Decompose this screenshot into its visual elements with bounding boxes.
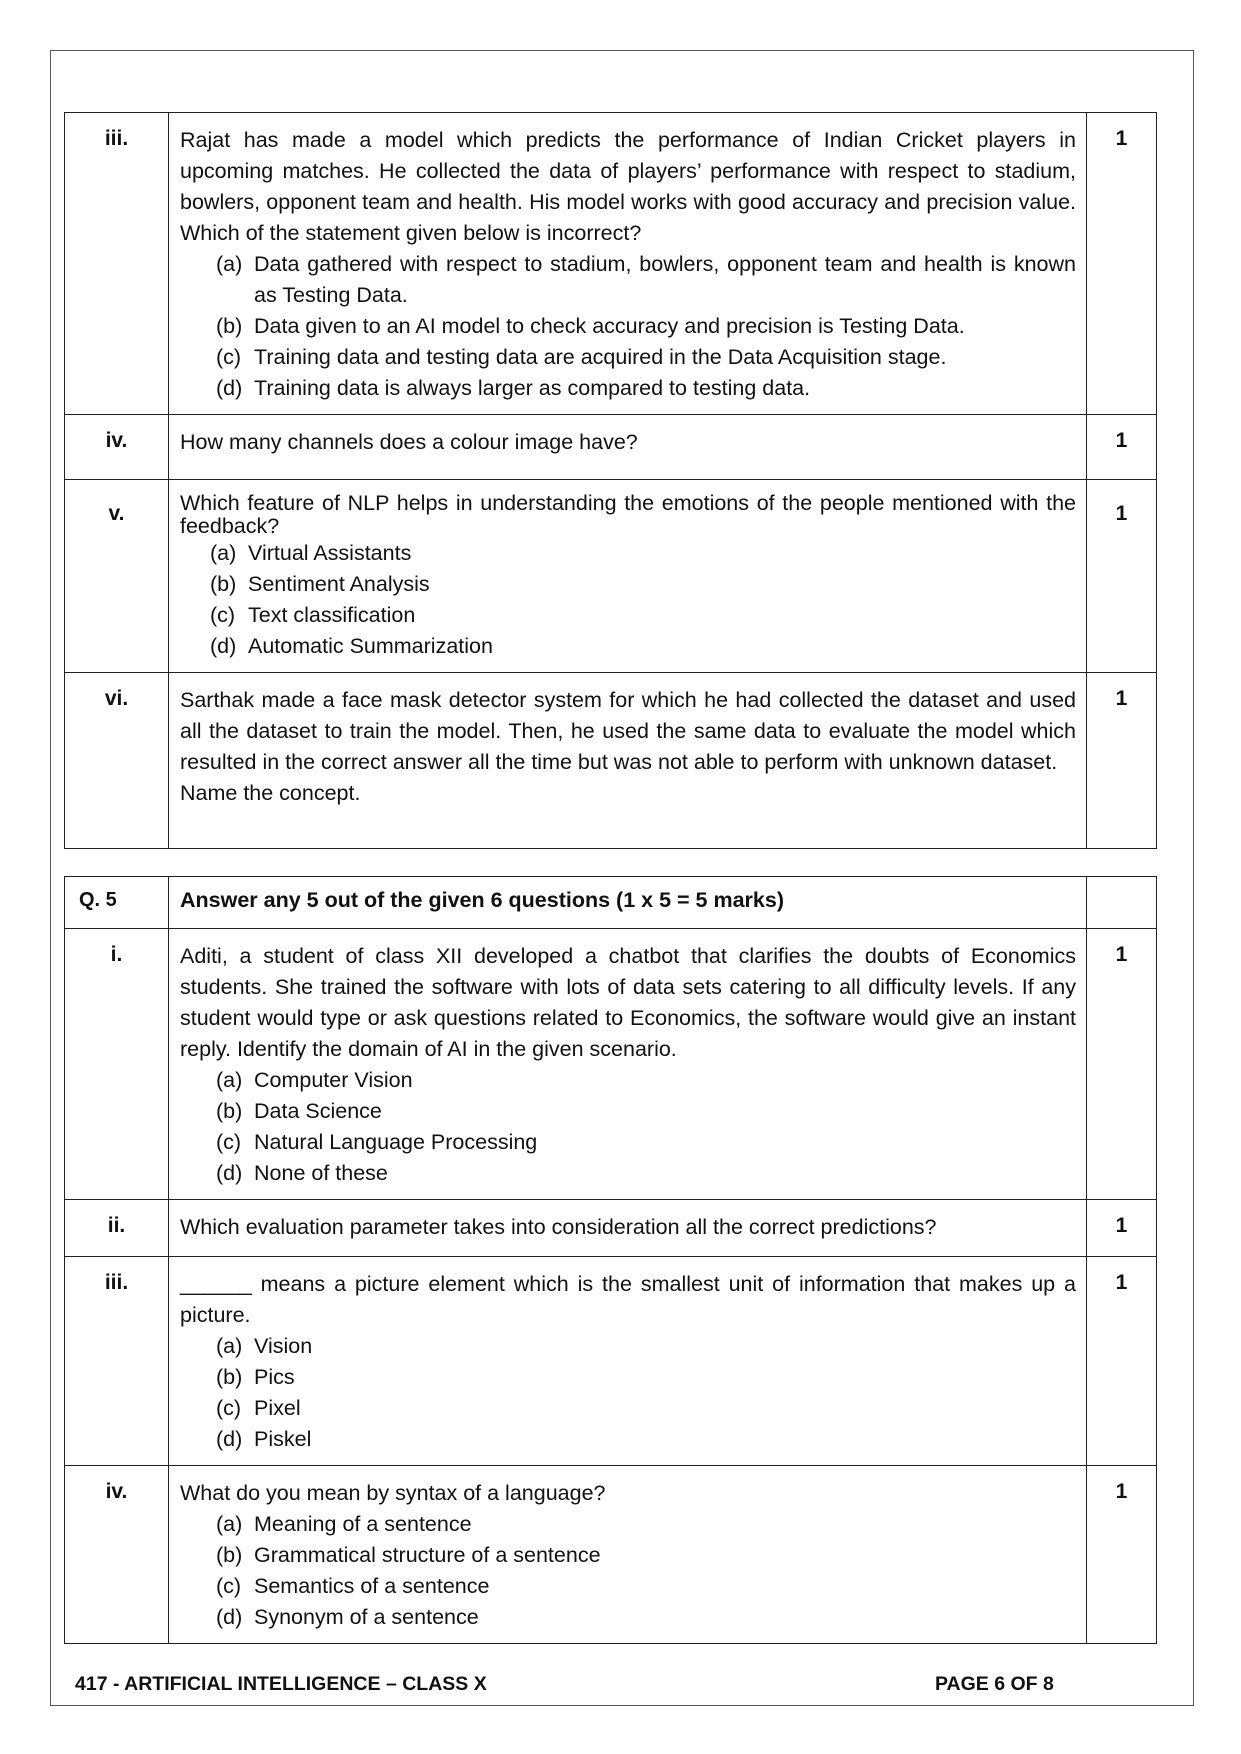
question-group-number: Q. 5 [65, 877, 169, 929]
option-item: (a) Vision [216, 1334, 313, 1358]
marks-cell: 1 [1087, 1257, 1157, 1466]
question-number: iii. [65, 113, 169, 415]
table-row [65, 1257, 1157, 1466]
question-text: How many channels does a colour image have? [180, 430, 638, 454]
options-list [180, 538, 1076, 662]
marks-cell: 1 [1087, 673, 1157, 849]
question-text: Which feature of NLP helps in understanding the emotions of the people mentioned with the feedback? [180, 491, 1076, 538]
question-number: ii. [65, 1200, 169, 1257]
question-body [169, 1257, 1087, 1466]
question-table-q5 [64, 876, 1157, 1644]
question-text: Sarthak made a face mask detector system for which he had collected the dataset and used all the dataset to train the model. Then, he used the same data to evaluate the model which resulted in the correct answer all the time but was not able to perform with unknown dataset. [180, 688, 1076, 774]
option-item: (a) Data gathered with respect to stadium, bowlers, opponent team and health is known as Testing Data. [216, 252, 1076, 307]
question-body [169, 415, 1087, 480]
question-body [169, 480, 1087, 673]
option-item: (d) Training data is always larger as compared to testing data. [216, 376, 811, 400]
table-header-row [65, 877, 1157, 929]
option-item: (b) Pics [216, 1365, 295, 1389]
option-item: (b) Sentiment Analysis [210, 572, 430, 596]
question-number: iv. [65, 415, 169, 480]
marks-cell [1087, 877, 1157, 929]
option-item: (c) Training data and testing data are acquired in the Data Acquisition stage. [216, 345, 947, 369]
question-table-q4 [64, 112, 1157, 849]
table-row [65, 113, 1157, 415]
footer-subject: 417 - ARTIFICIAL INTELLIGENCE – CLASS X [75, 1673, 487, 1695]
question-body [169, 1466, 1087, 1644]
option-item: (c) Semantics of a sentence [216, 1574, 490, 1598]
option-item: (b) Grammatical structure of a sentence [216, 1543, 601, 1567]
table-row [65, 480, 1157, 673]
option-item: (c) Pixel [216, 1396, 301, 1420]
option-item: (c) Text classification [210, 603, 416, 627]
marks-cell: 1 [1087, 113, 1157, 415]
question-body [169, 113, 1087, 415]
options-list [180, 249, 1076, 404]
question-body [169, 929, 1087, 1200]
marks-cell: 1 [1087, 1466, 1157, 1644]
option-item: (d) Piskel [216, 1427, 312, 1451]
question-text: Aditi, a student of class XII developed a chatbot that clarifies the doubts of Economics students. She trained the software with lots of data sets catering to all difficulty levels. If any student would type or ask questions related to Economics, the software would give an instant reply. Identify the domain of AI in the given scenario. [180, 944, 1076, 1061]
option-item: (a) Computer Vision [216, 1068, 413, 1092]
question-number: iv. [65, 1466, 169, 1644]
options-list [180, 1509, 1076, 1633]
question-text: ______ means a picture element which is the smallest unit of information that makes up a picture. [180, 1272, 1076, 1327]
question-number: v. [65, 480, 169, 673]
question-group-title: Answer any 5 out of the given 6 questions (1 x 5 = 5 marks) [169, 877, 1087, 929]
question-text: Which evaluation parameter takes into consideration all the correct predictions? [180, 1215, 937, 1239]
option-item: (b) Data Science [216, 1099, 382, 1123]
question-text: Rajat has made a model which predicts the performance of Indian Cricket players in upcoming matches. He collected the data of players’ performance with respect to stadium, bowlers, opponent team and health. His model works with good accuracy and precision value. Which of the statement given below is incorrect? [180, 128, 1076, 245]
question-number: i. [65, 929, 169, 1200]
question-number: vi. [65, 673, 169, 849]
table-row [65, 929, 1157, 1200]
question-text: What do you mean by syntax of a language? [180, 1481, 606, 1505]
options-list [180, 1331, 1076, 1455]
marks-cell: 1 [1087, 480, 1157, 673]
footer-page-number: PAGE 6 OF 8 [935, 1673, 1054, 1695]
table-row [65, 673, 1157, 849]
question-text: Name the concept. [180, 781, 361, 805]
option-item: (c) Natural Language Processing [216, 1130, 538, 1154]
table-row [65, 1466, 1157, 1644]
marks-cell: 1 [1087, 415, 1157, 480]
options-list [180, 1065, 1076, 1189]
option-item: (d) Synonym of a sentence [216, 1605, 479, 1629]
table-row [65, 1200, 1157, 1257]
option-item: (a) Meaning of a sentence [216, 1512, 472, 1536]
question-number: iii. [65, 1257, 169, 1466]
table-row [65, 415, 1157, 480]
marks-cell: 1 [1087, 929, 1157, 1200]
option-item: (a) Virtual Assistants [210, 541, 412, 565]
marks-cell: 1 [1087, 1200, 1157, 1257]
option-item: (d) Automatic Summarization [210, 634, 493, 658]
option-item: (d) None of these [216, 1161, 388, 1185]
question-body [169, 673, 1087, 849]
question-body [169, 1200, 1087, 1257]
option-item: (b) Data given to an AI model to check accuracy and precision is Testing Data. [216, 314, 965, 338]
